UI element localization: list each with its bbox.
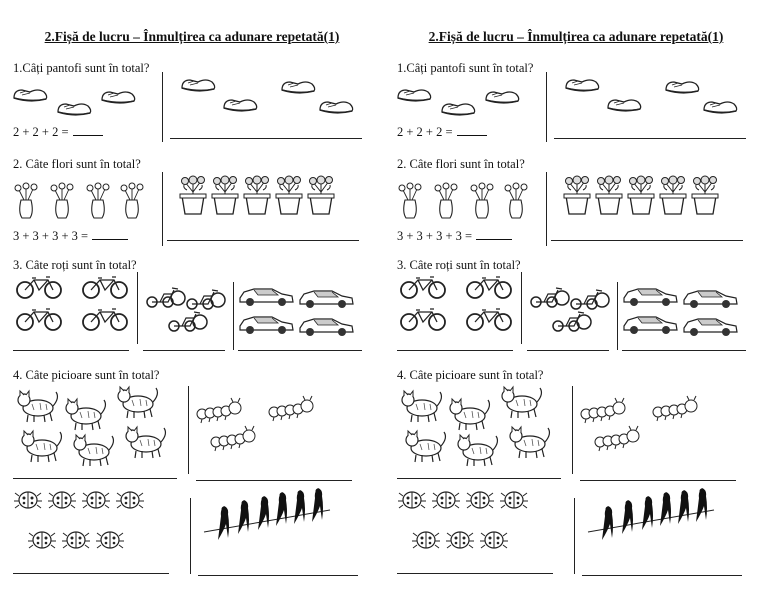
question-3-label: 3. Câte roți sunt în total? xyxy=(13,258,137,272)
answer-line[interactable] xyxy=(397,573,553,574)
divider xyxy=(162,72,163,142)
worksheet-right xyxy=(384,0,768,594)
divider xyxy=(188,386,189,474)
bicycle-icon xyxy=(400,276,520,336)
answer-line[interactable] xyxy=(582,575,742,576)
divider xyxy=(521,272,522,344)
answer-line[interactable] xyxy=(527,350,609,351)
flower-pot-icon xyxy=(178,172,358,222)
tricycle-icon xyxy=(146,286,226,336)
answer-blank[interactable] xyxy=(92,229,128,240)
shoe-icon xyxy=(396,84,546,124)
question-1-label: 1.Câți pantofi sunt în total? xyxy=(13,61,150,75)
answer-line[interactable] xyxy=(580,480,736,481)
answer-line[interactable] xyxy=(13,478,177,479)
flower-vase-icon xyxy=(14,180,144,225)
cat-icon xyxy=(12,384,177,468)
tricycle-icon xyxy=(530,286,610,336)
divider xyxy=(617,282,618,350)
question-4-label: 4. Câte picioare sunt în total? xyxy=(397,368,544,382)
swallow-icon xyxy=(588,490,718,560)
question-3-label: 3. Câte roți sunt în total? xyxy=(397,258,521,272)
flower-pot-icon xyxy=(562,172,742,222)
answer-line[interactable] xyxy=(622,350,746,351)
flower-vase-icon xyxy=(398,180,528,225)
divider xyxy=(574,498,575,574)
answer-line[interactable] xyxy=(13,573,169,574)
divider xyxy=(546,72,547,142)
cat-icon xyxy=(396,384,561,468)
divider xyxy=(162,172,163,246)
ladybug-icon xyxy=(400,488,540,556)
answer-blank[interactable] xyxy=(73,125,103,136)
divider xyxy=(190,498,191,574)
shoe-icon xyxy=(180,72,360,122)
caterpillar-icon xyxy=(196,396,336,462)
question-1-equation: 2 + 2 + 2 = xyxy=(397,125,453,139)
swallow-icon xyxy=(204,490,334,560)
answer-line[interactable] xyxy=(196,480,352,481)
divider xyxy=(137,272,138,344)
shoe-icon xyxy=(12,84,162,124)
divider xyxy=(546,172,547,246)
question-2-equation: 3 + 3 + 3 + 3 = xyxy=(13,229,89,243)
question-1-label: 1.Câți pantofi sunt în total? xyxy=(397,61,534,75)
answer-line[interactable] xyxy=(397,350,513,351)
answer-line[interactable] xyxy=(397,478,561,479)
caterpillar-icon xyxy=(580,396,720,462)
question-2-equation: 3 + 3 + 3 + 3 = xyxy=(397,229,473,243)
shoe-icon xyxy=(564,72,744,122)
car-icon xyxy=(238,284,358,340)
answer-line[interactable] xyxy=(170,138,362,139)
answer-line[interactable] xyxy=(167,240,359,241)
bicycle-icon xyxy=(16,276,136,336)
worksheet-title: 2.Fișă de lucru – Înmulțirea ca adunare repetată(1) xyxy=(428,29,724,44)
question-1-equation: 2 + 2 + 2 = xyxy=(13,125,69,139)
answer-line[interactable] xyxy=(13,350,129,351)
divider xyxy=(233,282,234,350)
question-2-label: 2. Câte flori sunt în total? xyxy=(13,157,141,171)
answer-blank[interactable] xyxy=(476,229,512,240)
answer-line[interactable] xyxy=(238,350,362,351)
divider xyxy=(572,386,573,474)
car-icon xyxy=(622,284,742,340)
question-4-label: 4. Câte picioare sunt în total? xyxy=(13,368,160,382)
ladybug-icon xyxy=(16,488,156,556)
question-2-label: 2. Câte flori sunt în total? xyxy=(397,157,525,171)
answer-line[interactable] xyxy=(551,240,743,241)
answer-blank[interactable] xyxy=(457,125,487,136)
worksheet-title: 2.Fișă de lucru – Înmulțirea ca adunare repetată(1) xyxy=(44,29,340,44)
answer-line[interactable] xyxy=(198,575,358,576)
answer-line[interactable] xyxy=(143,350,225,351)
answer-line[interactable] xyxy=(554,138,746,139)
